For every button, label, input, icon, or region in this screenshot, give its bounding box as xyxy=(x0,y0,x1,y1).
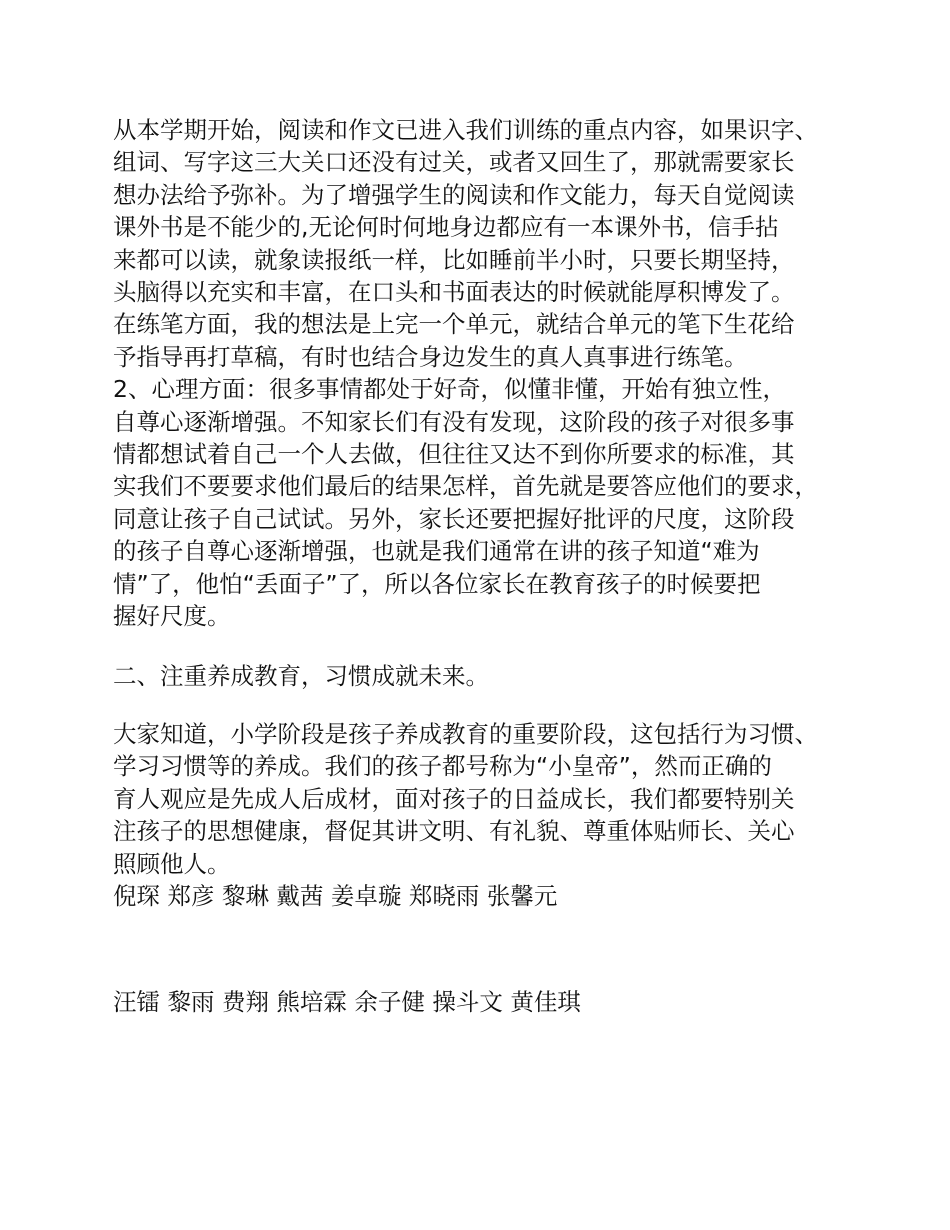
text-line: 握好尺度。 xyxy=(113,602,231,630)
student-names-line: 汪镭 黎雨 费翔 熊培霖 余子健 操斗文 黄佳琪 xyxy=(113,988,581,1016)
text-line: 2、心理方面：很多事情都处于好奇，似懂非懂，开始有独立性， xyxy=(113,375,786,403)
text-line: 来都可以读，就象读报纸一样，比如睡前半小时，只要长期坚持， xyxy=(113,246,795,274)
text-line: 学习习惯等的养成。我们的孩子都号称为“小皇帝”，然而正确的 xyxy=(113,752,772,780)
text-line: 予指导再打草稿，有时也结合身边发生的真人真事进行练笔。 xyxy=(113,343,748,371)
text-line: 组词、写字这三大关口还没有过关，或者又回生了，那就需要家长 xyxy=(113,148,795,176)
text-line: 情”了，他怕“丢面子”了，所以各位家长在教育孩子的时候要把 xyxy=(113,570,761,598)
text-line: 在练笔方面，我的想法是上完一个单元，就结合单元的笔下生花给 xyxy=(113,310,795,338)
text-line: 同意让孩子自己试试。另外，家长还要把握好批评的尺度，这阶段 xyxy=(113,505,795,533)
section-heading: 二、注重养成教育，习惯成就未来。 xyxy=(113,662,489,690)
text-line: 育人观应是先成人后成材，面对孩子的日益成长，我们都要特别关 xyxy=(113,785,795,813)
text-line: 头脑得以充实和丰富，在口头和书面表达的时候就能厚积博发了。 xyxy=(113,278,795,306)
text-line: 想办法给予弥补。为了增强学生的阅读和作文能力，每天自觉阅读 xyxy=(113,181,795,209)
text-line: 实我们不要要求他们最后的结果怎样，首先就是要答应他们的要求， xyxy=(113,472,818,500)
text-line: 大家知道，小学阶段是孩子养成教育的重要阶段，这包括行为习惯、 xyxy=(113,720,818,748)
text-line: 的孩子自尊心逐渐增强，也就是我们通常在讲的孩子知道“难为 xyxy=(113,537,760,565)
text-line: 照顾他人。 xyxy=(113,850,231,878)
text-line: 注孩子的思想健康，督促其讲文明、有礼貌、尊重体贴师长、关心 xyxy=(113,817,795,845)
text-line: 情都想试着自己一个人去做，但往往又达不到你所要求的标准，其 xyxy=(113,440,795,468)
student-names-line: 倪琛 郑彦 黎琳 戴茜 姜卓璇 郑晓雨 张馨元 xyxy=(113,882,558,910)
text-line: 从本学期开始，阅读和作文已进入我们训练的重点内容，如果识字、 xyxy=(113,116,818,144)
text-line: 课外书是不能少的,无论何时何地身边都应有一本课外书，信手拈 xyxy=(113,213,779,241)
text-line: 自尊心逐渐增强。不知家长们有没有发现，这阶段的孩子对很多事 xyxy=(113,408,795,436)
